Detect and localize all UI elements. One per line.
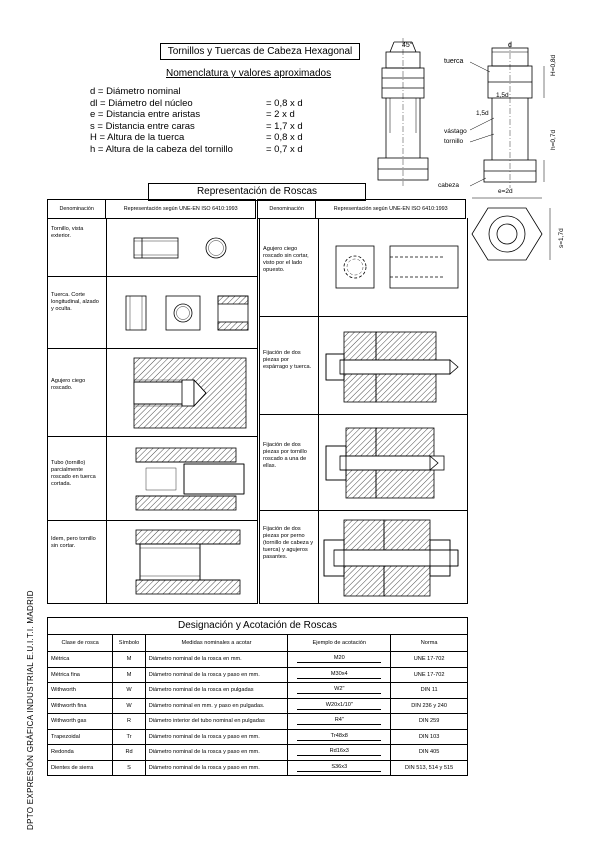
table-row: Withworth W Diámetro nominal de la rosca en pulgadas W2" DIN 11: [48, 683, 468, 699]
label-vastago: vástago: [444, 128, 467, 135]
label-d15b: 1,5d: [476, 110, 489, 117]
representation-right-column: [259, 218, 468, 604]
table-row: Métrica fina M Diámetro nominal de la rosca y paso en mm. M30x4 UNE 17-702: [48, 667, 468, 683]
repr-label: Fijación de dos piezas por tornillo roscado a una de ellas.: [263, 442, 307, 469]
label-h08: H=0,8d: [550, 54, 557, 76]
nomenclature-item: H = Altura de la tuerca = 0,8 x d: [90, 132, 303, 143]
tube-thread-drawing: [136, 448, 252, 510]
dimension-example: Tr48x8: [288, 729, 391, 745]
col-denom-right: Denominación: [256, 200, 315, 219]
label-d: d: [508, 42, 512, 49]
representation-left-column: [47, 218, 258, 604]
label-tuerca: tuerca: [444, 58, 464, 65]
repr-row: [260, 510, 467, 603]
dimension-example: R4": [288, 714, 391, 730]
col-denom-left: Denominación: [48, 200, 106, 219]
repr-row: [48, 276, 257, 349]
table-row: Trapezoidal Tr Diámetro nominal de la rosca y paso en mm. Tr48x8 DIN 103: [48, 729, 468, 745]
tube-uncut-drawing: [136, 530, 252, 594]
nomenclature-item: dl = Diámetro del núcleo = 0,8 x d: [90, 97, 303, 109]
repr-label: Fijación de dos piezas por espárrago y tuerca.: [263, 350, 312, 370]
col-repr-right: Representación según UNE-EN ISO 6410:1993: [316, 200, 466, 219]
label-cabeza: cabeza: [438, 182, 459, 189]
label-d15a: 1,5d: [496, 92, 509, 99]
repr-row: [48, 348, 257, 437]
label-tornillo: tornillo: [444, 138, 464, 145]
col-repr-left: Representación según UNE-EN ISO 6410:1993: [106, 200, 257, 219]
repr-row: [260, 316, 467, 415]
table-row: Métrica M Diámetro nominal de la rosca en mm. M20 UNE 17-702: [48, 652, 468, 668]
bolt-exterior-drawing: [128, 234, 248, 264]
representation-title: Representación de Roscas: [148, 183, 366, 201]
designation-table: [47, 634, 468, 776]
label-h07: h=0,7d: [550, 129, 557, 150]
nomenclature-item: h = Altura de la cabeza del tornillo = 0,7 x d: [90, 143, 303, 155]
table-row: Redonda Rd Diámetro nominal de la rosca y paso en mm. Rd16x3 DIN 405: [48, 745, 468, 761]
dimension-example: W2": [288, 683, 391, 699]
dimension-example: M20: [288, 652, 391, 668]
repr-row: [260, 414, 467, 511]
col-medidas: Medidas nominales a acotar: [145, 635, 288, 652]
repr-row: [48, 218, 257, 277]
nomenclature-item: e = Distancia entre aristas = 2 x d: [90, 109, 295, 120]
repr-label: Agujero ciego roscado sin cortar, visto por el lado opuesto.: [263, 246, 309, 273]
col-norma: Norma: [391, 635, 468, 652]
repr-label: Idem, pero tornillo sin cortar.: [51, 536, 96, 549]
department-side-text: DPTO EXPRESIÓN GRÁFICA INDUSTRIAL E.U.I.T.I. MADRID: [26, 590, 35, 830]
table-row: Dientes de sierra S Diámetro nominal de la rosca y paso en mm. S36x3 DIN 513, 514 y 515: [48, 760, 468, 776]
designation-title: Designación y Acotación de Roscas: [47, 617, 468, 634]
screw-fixing-drawing: [326, 428, 464, 498]
repr-label: Tuerca. Corte longitudinal, alzado y oculta.: [51, 292, 99, 312]
dimension-example: M30x4: [288, 667, 391, 683]
blind-hole-opposite-drawing: [332, 240, 462, 296]
nut-section-drawing: [122, 290, 252, 334]
stud-fixing-drawing: [326, 332, 464, 402]
page-title: Tornillos y Tuercas de Cabeza Hexagonal: [160, 43, 360, 60]
repr-label: Fijación de dos piezas por perno (tornillo de cabeza y tuerca) y agujeros pasantes.: [263, 526, 314, 560]
col-simbolo: Símbolo: [113, 635, 145, 652]
col-ejemplo: Ejemplo de acotación: [288, 635, 391, 652]
nomenclature-item: d = Diámetro nominal: [90, 86, 181, 97]
col-clase: Clase de rosca: [48, 635, 113, 652]
nomenclature-item: s = Distancia entre caras = 1,7 x d: [90, 120, 303, 132]
representation-table: [47, 199, 466, 219]
repr-row: [260, 218, 467, 317]
dimension-example: W20x1/10": [288, 698, 391, 714]
label-e2d: e=2d: [498, 188, 513, 195]
label-s17: s=1,7d: [558, 228, 565, 248]
repr-label: Tubo (tornillo) parcialmente roscado en tuerca cortada.: [51, 460, 96, 487]
bolt-through-fixing-drawing: [324, 520, 464, 596]
dimension-example: S36x3: [288, 760, 391, 776]
dimension-example: Rd16x3: [288, 745, 391, 761]
repr-label: Tornillo, vista exterior.: [51, 226, 84, 239]
repr-row: [48, 520, 257, 603]
nomenclature-heading: Nomenclatura y valores aproximados: [166, 68, 332, 79]
label-angle: 45°: [402, 42, 413, 49]
nomenclature-list: [90, 86, 303, 155]
blind-hole-drawing: [134, 358, 246, 428]
table-row: Withworth gas R Diámetro interior del tubo nominal en pulgadas R4" DIN 259: [48, 714, 468, 730]
table-row: Withworth fina W Diámetro nominal en mm. y paso en pulgadas. W20x1/10" DIN 236 y 240: [48, 698, 468, 714]
repr-label: Agujero ciego roscado.: [51, 378, 86, 391]
repr-row: [48, 436, 257, 521]
